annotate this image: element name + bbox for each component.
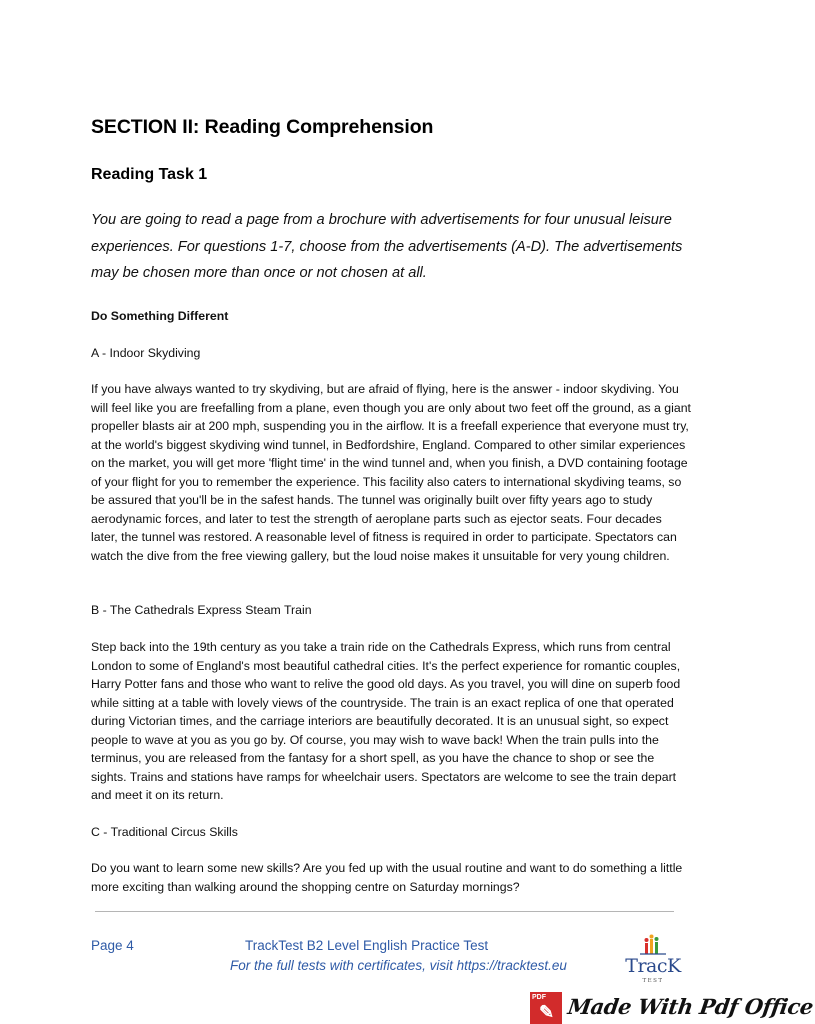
ad-c-heading: C - Traditional Circus Skills xyxy=(91,825,238,839)
tracktest-logo xyxy=(618,934,688,990)
brochure-heading: Do Something Different xyxy=(91,309,229,323)
ad-b-text: Step back into the 19th century as you take a train ride on the Cathedrals Express, which runs from central London to some of England's most beautiful cathedral cities. It's the perfect experience for romantic couples, Harry Potter fans and those who want to relive the good old days. As you travel, you will dine on superb food while sitting at a table with lovely views of the countryside. The train is an exact replica of one that operated during Victorian times, and the carriage interiors are beautifully decorated. It is an unusual sight, so expect people to wave at you as you go by. Of course, you may wish to wave back! When the train pulls into the terminus, you are released from the fantasy for a short spell, as you have the chance to shop or see the sights. Trains and stations have ramps for wheelchair users. Spectators are welcome to see the train depart and meet it on its return. xyxy=(91,640,681,802)
footer-title: TrackTest B2 Level English Practice Test xyxy=(245,938,489,953)
ad-a-text: If you have always wanted to try skydiving, but are afraid of flying, here is the answer - indoor skydiving. You will feel like you are freefalling from a plane, even though you are only about two feet off the ground, as a giant propeller blasts air at 200 mph, suspending you in the airflow. It is a freefall experience that everyone must try, at the world's biggest skydiving wind tunnel, in Bedfordshire, England. Compared to other similar experiences on the market, you will get more 'flight time' in the wind tunnel and, when you finish, a DVD containing footage of your flight for you to remember the experience. This facility also caters to international skydiving teams, so be assured that you'll be in the safest hands. The tunnel was originally built over fifty years ago to study aerodynamic forces, and later to test the strength of aeroplane parts such as ejector seats. Four decades later, the tunnel was restored. A reasonable level of fitness is required in order to participate. Spectators can watch the dive from the free viewing gallery, but the loud noise makes it unsuitable for very young children. xyxy=(91,382,691,563)
watermark-text: Made With Pdf Office xyxy=(566,994,815,1019)
logo-word: TracK xyxy=(625,955,681,977)
footer-link-note[interactable]: For the full tests with certificates, visit https://tracktest.eu xyxy=(230,958,567,973)
pdf-office-icon xyxy=(530,992,562,1024)
page-number: Page 4 xyxy=(91,938,134,953)
ad-a-heading: A - Indoor Skydiving xyxy=(91,346,201,360)
pdf-office-icon-label: PDF xyxy=(532,994,546,1001)
ad-c-text: Do you want to learn some new skills? Are you fed up with the usual routine and want to do something a little more exciting than walking around the shopping centre on Saturday mornings? xyxy=(91,861,683,894)
task-instructions: You are going to read a page from a brochure with advertisements for four unusual leisure experiences. For questions 1-7, choose from the advertisements (A-D). The advertisements may be chosen more than once or not chosen at all. xyxy=(91,212,683,281)
task-title: Reading Task 1 xyxy=(91,166,208,183)
footer-divider xyxy=(95,911,674,912)
pen-icon: ✎ xyxy=(539,1002,555,1022)
section-title: SECTION II: Reading Comprehension xyxy=(91,116,434,138)
made-with-pdf-office-watermark xyxy=(530,992,815,1024)
ad-b-heading: B - The Cathedrals Express Steam Train xyxy=(91,603,312,617)
logo-subtext: TEST xyxy=(642,978,664,984)
